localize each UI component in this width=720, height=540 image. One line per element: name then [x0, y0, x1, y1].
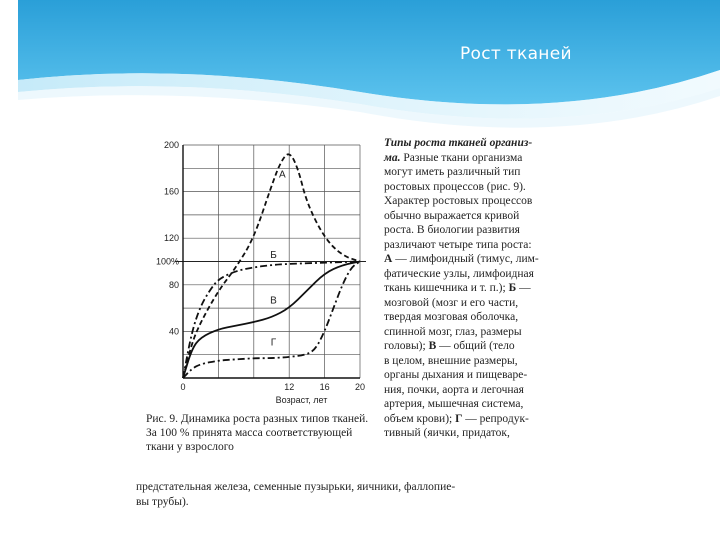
- x-tick-label: 0: [180, 382, 186, 392]
- x-tick-label: 12: [284, 382, 295, 392]
- text-span: Г: [455, 412, 463, 425]
- text-span: В: [428, 340, 437, 352]
- text-line: [384, 267, 598, 282]
- text-span: роста. В биологии развития: [384, 224, 520, 236]
- text-span: ния, почки, аорта и легочная: [384, 383, 524, 396]
- text-line: [384, 339, 598, 354]
- x-tick-label: 20: [354, 382, 366, 392]
- text-span: Разные ткани организма: [403, 151, 523, 164]
- text-line: предстательная железа, семенные пузырьки, яичники, фаллопие-: [136, 481, 456, 493]
- text-span: —: [516, 282, 531, 294]
- series-label: В: [270, 295, 277, 307]
- text-line: [384, 151, 598, 166]
- text-line: [384, 136, 598, 151]
- y-tick-label: 40: [168, 326, 179, 337]
- text-line: [384, 165, 598, 180]
- text-span: — лимфоидный (тимус, лим-: [392, 253, 539, 265]
- text-line: [384, 426, 598, 441]
- text-span: — общий (тело: [436, 340, 515, 352]
- text-span: — репродук-: [462, 412, 529, 425]
- y-tick-label: 160: [163, 186, 179, 197]
- text-line: [384, 194, 598, 209]
- text-line: [384, 281, 598, 296]
- text-line: [384, 383, 598, 398]
- text-line: [384, 310, 598, 325]
- text-span: твердая мозговая оболочка,: [384, 311, 519, 323]
- text-span: органы дыхания и пищеваре-: [384, 369, 528, 381]
- y-tick-label: 80: [168, 279, 179, 290]
- series-line-1: [183, 262, 360, 379]
- text-span: обычно выражается кривой: [384, 209, 520, 222]
- text-span: мозговой (мозг и его части,: [384, 296, 519, 309]
- text-span: могут иметь различный тип: [384, 166, 521, 178]
- x-axis-label: Возраст, лет: [275, 395, 328, 405]
- series-label: Б: [270, 250, 277, 262]
- text-span: артерия, мышечная система,: [384, 398, 524, 410]
- figure-caption: Рис. 9. Динамика роста разных типов тканей. За 100 % принята масса соответствующей ткани у взрослого: [146, 413, 369, 453]
- series-label: А: [279, 169, 286, 181]
- text-span: ткань кишечника и т. п.);: [384, 282, 509, 294]
- text-line: [384, 223, 598, 238]
- text-line: [384, 368, 598, 383]
- text-line: [384, 180, 598, 195]
- body-text-bottom: [136, 480, 606, 510]
- body-text-right: [384, 136, 598, 441]
- text-line: [384, 252, 598, 267]
- text-line: [384, 296, 598, 311]
- text-span: ма.: [384, 151, 404, 164]
- text-line: [384, 325, 598, 340]
- text-span: головы);: [384, 340, 429, 352]
- text-line: [384, 397, 598, 412]
- y-tick-label: 100%: [155, 256, 179, 267]
- series-line-2: [183, 262, 360, 379]
- series-line-3: [183, 262, 360, 379]
- text-line: вы трубы).: [136, 496, 189, 508]
- text-line: [384, 412, 598, 427]
- text-span: Типы роста тканей организ-: [384, 137, 533, 149]
- x-tick-label: 16: [319, 382, 330, 392]
- text-span: Б: [508, 282, 517, 294]
- text-span: спинной мозг, глаз, размеры: [384, 325, 522, 338]
- series-label: Г: [270, 337, 277, 349]
- text-span: фатические узлы, лимфоидная: [384, 267, 534, 280]
- text-span: Характер ростовых процессов: [384, 195, 533, 207]
- text-line: [384, 209, 598, 224]
- text-line: [384, 238, 598, 253]
- title-banner: [0, 0, 720, 130]
- y-tick-label: 120: [163, 233, 179, 244]
- text-span: А: [384, 253, 393, 265]
- text-span: различают четыре типа роста:: [384, 238, 532, 251]
- text-span: объем крови);: [384, 412, 456, 425]
- text-span: тивный (яички, придаток,: [384, 427, 510, 439]
- slide-title: Рост тканей: [460, 44, 572, 64]
- text-span: в целом, внешние размеры,: [384, 354, 518, 367]
- growth-chart: [128, 133, 378, 413]
- y-tick-label: 200: [163, 140, 179, 150]
- text-line: [384, 354, 598, 369]
- text-span: ростовых процессов (рис. 9).: [384, 180, 526, 193]
